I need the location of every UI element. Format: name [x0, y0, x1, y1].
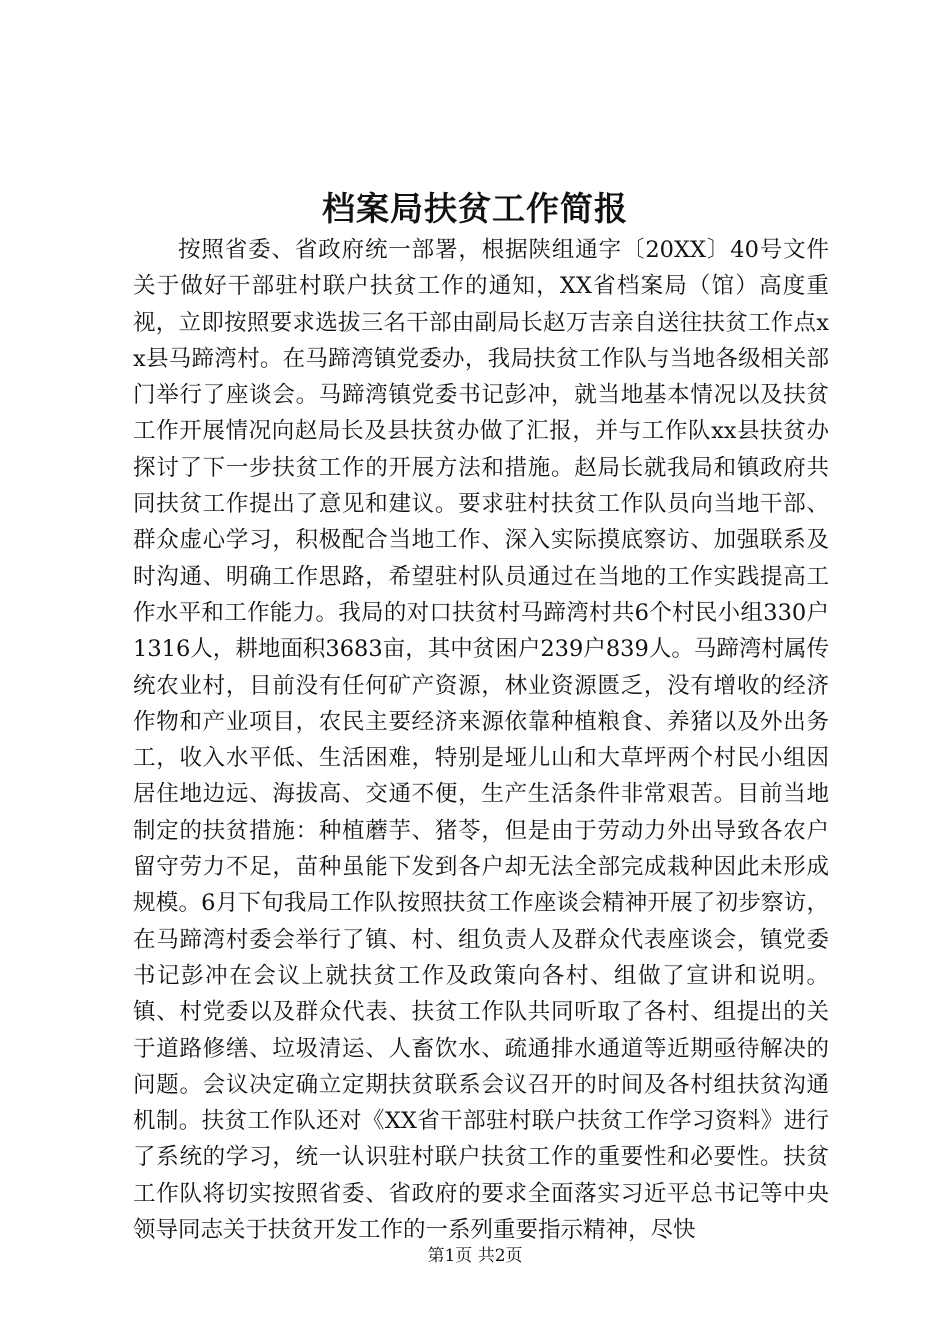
- document-body-paragraph: 按照省委、省政府统一部署，根据陕组通字〔20XX〕40号文件关于做好干部驻村联户扶贫工作的通知，XX省档案局（馆）高度重视，立即按照要求选拔三名干部由副局长赵万吉亲自送往扶贫工作点xx县马蹄湾村。在马蹄湾镇党委办，我局扶贫工作队与当地各级相关部门举行了座谈会。马蹄湾镇党委书记彭冲，就当地基本情况以及扶贫工作开展情况向赵局长及县扶贫办做了汇报，并与工作队xx县扶贫办探讨了下一步扶贫工作的开展方法和措施。赵局长就我局和镇政府共同扶贫工作提出了意见和建议。要求驻村扶贫工作队员向当地干部、群众虚心学习，积极配合当地工作、深入实际摸底察访、加强联系及时沟通、明确工作思路，希望驻村队员通过在当地的工作实践提高工作水平和工作能力。我局的对口扶贫村马蹄湾村共6个村民小组330户1316人，耕地面积3683亩，其中贫困户239户839人。马蹄湾村属传统农业村，目前没有任何矿产资源，林业资源匮乏，没有增收的经济作物和产业项目，农民主要经济来源依靠种植粮食、养猪以及外出务工，收入水平低、生活困难，特别是垭儿山和大草坪两个村民小组因居住地边远、海拔高、交通不便，生产生活条件非常艰苦。目前当地制定的扶贫措施：种植蘑芋、猪苓，但是由于劳动力外出导致各农户留守劳力不足，苗种虽能下发到各户却无法全部完成栽种因此未形成规模。6月下旬我局工作队按照扶贫工作座谈会精神开展了初步察访，在马蹄湾村委会举行了镇、村、组负责人及群众代表座谈会，镇党委书记彭冲在会议上就扶贫工作及政策向各村、组做了宣讲和说明。镇、村党委以及群众代表、扶贫工作队共同听取了各村、组提出的关于道路修缮、垃圾清运、人畜饮水、疏通排水通道等近期亟待解决的问题。会议决定确立定期扶贫联系会议召开的时间及各村组扶贫沟通机制。扶贫工作队还对《XX省干部驻村联户扶贫工作学习资料》进行了系统的学习，统一认识驻村联户扶贫工作的重要性和必要性。扶贫工作队将切实按照省委、省政府的要求全面落实习近平总书记等中央领导同志关于扶贫开发工作的一系列重要指示精神，尽快: [133, 237, 829, 1244]
- document-title: 档案局扶贫工作简报: [322, 189, 628, 228]
- page-number-footer: 第1页 共2页: [427, 1246, 523, 1266]
